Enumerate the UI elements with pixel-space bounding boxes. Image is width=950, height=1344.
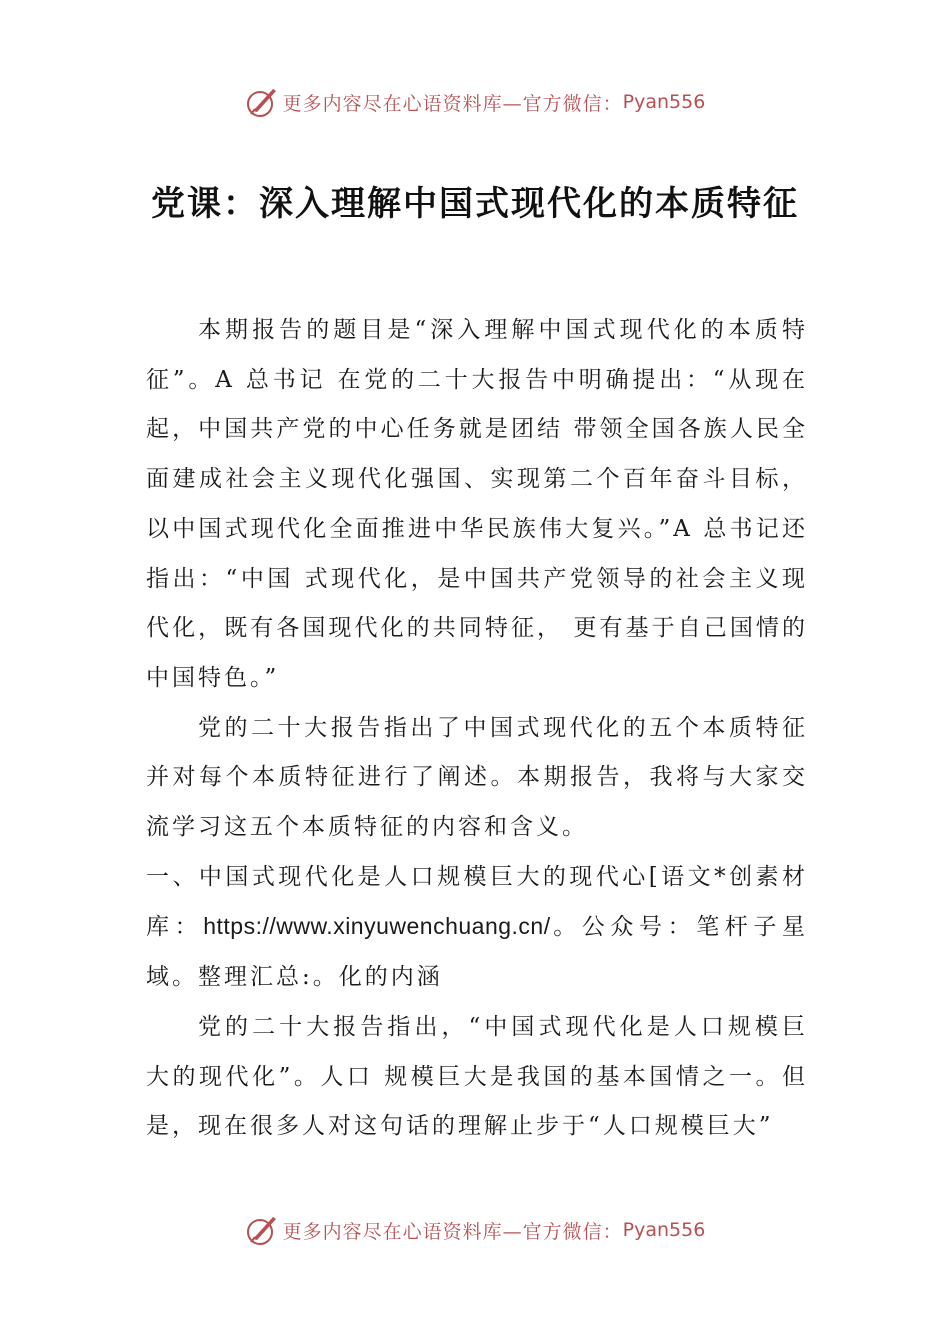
banner-text: 更多内容尽在心语资料库—官方微信： [282,1220,623,1243]
quill-logo-icon [245,1213,279,1247]
source-url-link[interactable]: https://www.xinyuwenchuang.cn/ [203,913,551,940]
document-title: 党课：深入理解中国式现代化的本质特征 [151,184,799,224]
paragraph-2: 党的二十大报告指出了中国式现代化的五个本质特征并对每个本质特征进行了阐述。本期报告，我将与大家交流学习这五个本质特征的内容和含义。 [146,714,808,841]
banner-wechat-id: Pyan556 [622,1219,706,1241]
footer-banner [0,1210,950,1250]
section-heading-1 [146,853,808,1003]
paragraph-3: 党的二十大报告指出，“中国式现代化是人口规模巨大的现代化”。人口 规模巨大是我国的基本国情之一。但是，现在很多人对这句话的理解止步于“人口规模巨大” [146,1013,808,1140]
paragraph-1: 本期报告的题目是“深入理解中国式现代化的本质特征”。A 总书记 在党的二十大报告中明确提出：“从现在起，中国共产党的中心任务就是团结 带领全国各族人民全面建成社会主义现代化强国、实现第二个百年奋斗目标，以中国式现代化全面推进中华民族伟大复兴。”A 总书记还指出：“中国 式现代化，是中国共产党领导的社会主义现代化，既有各国现代化的共同特征， 更有基于自己国情的中国特色。” [146,317,808,691]
section-heading-text: 一、中国式现代化是人口规模巨大的现代心[语文*创素材库： [146,863,808,941]
quill-logo-icon [245,85,279,119]
header-banner [0,82,950,122]
section-heading-tail: 。公众号：笔杆子星域。整理汇总:。化的内涵 [146,914,809,991]
banner-wechat-id: Pyan556 [622,91,706,113]
banner-text: 更多内容尽在心语资料库—官方微信： [282,92,623,115]
document-body [146,306,808,1152]
